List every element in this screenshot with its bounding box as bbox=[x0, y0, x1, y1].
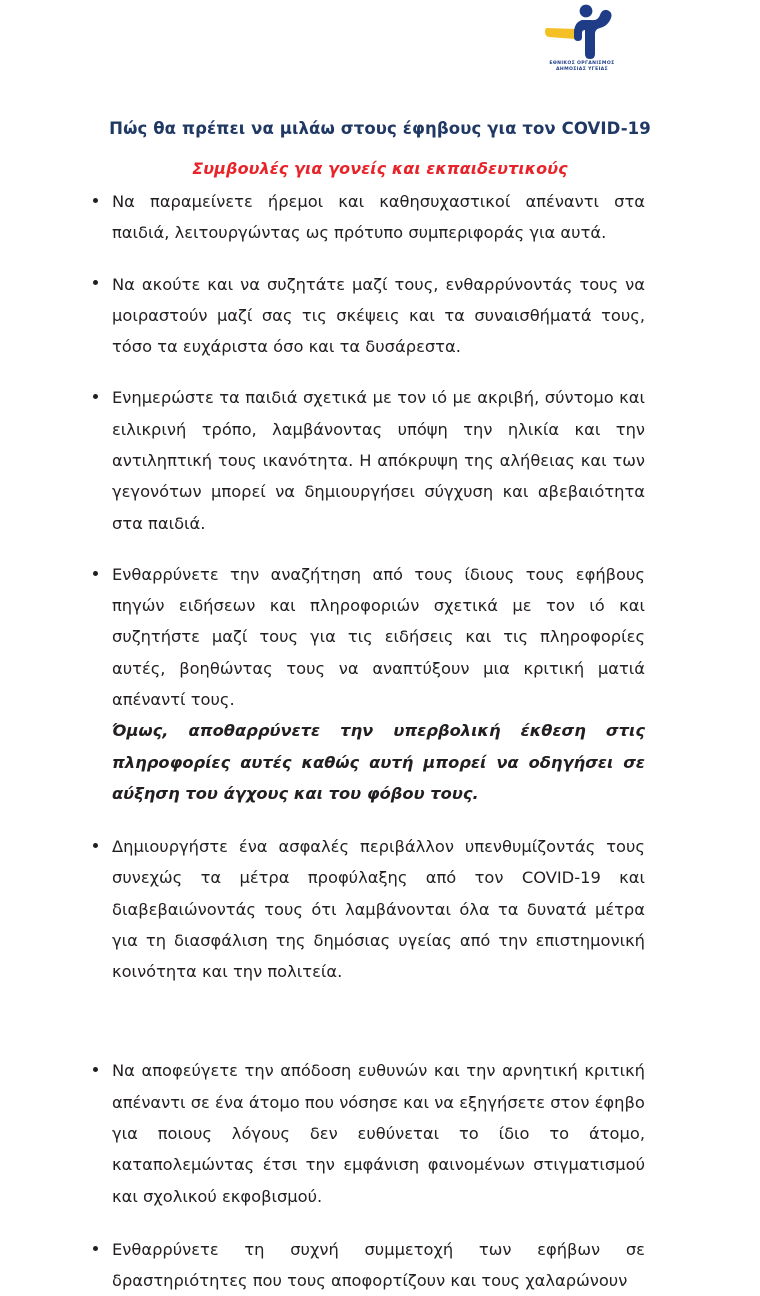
logo-caption-line-1: ΕΘΝΙΚΟΣ ΟΡΓΑΝΙΣΜΟΣ bbox=[549, 61, 615, 66]
bullet-text: Ενθαρρύνετε την αναζήτηση από τους ίδιους τους εφήβους πηγών ειδήσεων και πληροφοριών σχετικά με τον ιό και συζητήστε μαζί τους για τις ειδήσεις και τις πληροφορίες αυτές, βοηθώντας τους να αναπτύξουν μια κριτική ματιά απέναντί τους. bbox=[112, 564, 645, 709]
bullet-continuation-text: για ποιους λόγους δεν ευθύνεται το ίδιο το άτομο, καταπολεμώντας έτσι την εμφάνιση φαινομένων στιγματισμού και σχολικού εκφοβισμού. bbox=[112, 1124, 645, 1206]
list-item bbox=[0, 269, 760, 363]
bullet-emphasis-text: Όμως, αποθαρρύνετε την υπερβολική έκθεση στις πληροφορίες αυτές καθώς αυτή μπορεί να οδηγήσει σε αύξηση του άγχους και του φόβου τους. bbox=[112, 721, 645, 803]
list-item bbox=[0, 831, 760, 987]
bullet-text: Να ακούτε και να συζητάτε μαζί τους, ενθαρρύνοντάς τους να μοιραστούν μαζί σας τις σκέψεις και τα συναισθήματά τους, τόσο τα ευχάριστα όσο και τα δυσάρεστα. bbox=[112, 274, 645, 357]
bullet-text: Δημιουργήστε ένα ασφαλές περιβάλλον υπενθυμίζοντάς τους συνεχώς τα μέτρα προφύλαξης από τον COVID-19 και διαβεβαιώνοντάς τους ότι λαμβάνονται όλα τα δυνατά μέτρα για τη διασφάλιση της δημόσιας υγείας από την επιστημονική κοινότητα και την πολιτεία. bbox=[112, 837, 645, 982]
logo-caption-line-2: ΔΗΜΟΣΙΑΣ ΥΓΕΙΑΣ bbox=[555, 66, 609, 72]
bullet-dot-icon bbox=[93, 280, 98, 285]
page-subtitle: Συμβουλές για γονείς και εκπαιδευτικούς bbox=[192, 159, 568, 179]
list-item bbox=[0, 1055, 760, 1211]
bullet-text: Να παραμείνετε ήρεμοι και καθησυχαστικοί απέναντι στα παιδιά, λειτουργώντας ως πρότυπο συμπεριφοράς για αυτά. bbox=[112, 192, 645, 243]
list-item bbox=[0, 382, 760, 538]
bullet-dot-icon bbox=[93, 394, 98, 399]
bullet-text: Να αποφεύγετε την απόδοση ευθυνών και την αρνητική κριτική απέναντι σε ένα άτομο που νόσησε και να εξηγήσετε στον έφηβο bbox=[112, 1061, 645, 1112]
eody-logo bbox=[527, 4, 637, 84]
list-item bbox=[0, 559, 760, 809]
bullet-dot-icon bbox=[93, 843, 98, 848]
bullet-dot-icon bbox=[93, 571, 98, 576]
page-title: Πώς θα πρέπει να μιλάω στους έφηβους για τον COVID-19 bbox=[109, 119, 651, 139]
bullet-dot-icon bbox=[93, 1246, 98, 1251]
list-item bbox=[0, 186, 760, 249]
list-item bbox=[0, 1234, 760, 1296]
bullet-dot-icon bbox=[93, 1067, 98, 1072]
eody-logo-mark bbox=[541, 4, 623, 60]
bullet-text: Ενθαρρύνετε τη συχνή συμμετοχή των εφήβων σε δραστηριότητες που τους αποφορτίζουν και τους χαλαρώνουν bbox=[112, 1239, 645, 1291]
advice-bullet-list bbox=[0, 186, 760, 1296]
bullet-dot-icon bbox=[93, 198, 98, 203]
bullet-text: Ενημερώστε τα παιδιά σχετικά με τον ιό με ακριβή, σύντομο και ειλικρινή τρόπο, λαμβάνοντας υπόψη την ηλικία και την αντιληπτική τους ικανότητα. Η απόκρυψη της αλήθειας και των γεγονότων μπορεί να δημιουργήσει σύγχυση και αβεβαιότητα στα παιδιά. bbox=[112, 388, 645, 533]
eody-logo-caption bbox=[527, 61, 637, 72]
